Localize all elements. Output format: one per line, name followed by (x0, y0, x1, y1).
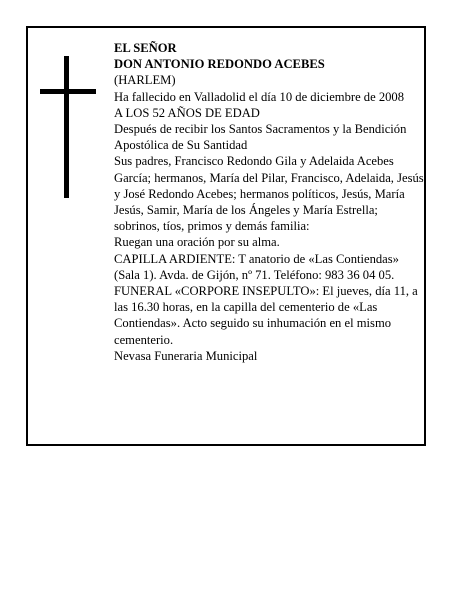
age-statement: A LOS 52 AÑOS DE EDAD (114, 105, 260, 120)
nickname: (HARLEM) (114, 73, 176, 88)
funeral-home: Nevasa Funeraria Municipal (114, 348, 258, 363)
cross-icon (40, 56, 96, 198)
funeral-info: FUNERAL «CORPORE INSEPULTO»: El jueves, día 11, a las 16.30 horas, en la capilla del cementerio de «Las Contiendas». Acto seguido su inhumación en el mismo cementerio. (114, 284, 418, 347)
cross-horizontal-bar (40, 89, 96, 94)
family-list: Sus padres, Francisco Redondo Gila y Adelaida Acebes García; hermanos, María del Pilar, Francisco, Adelaida, Jesús y José Redondo Acebes; hermanos políticos, Jesús, María Jesús, Samir, María de los Ángeles y María Estrella; sobrinos, tíos, primos y demás familia: (114, 154, 424, 234)
death-statement: Ha fallecido en Valladolid el día 10 de diciembre de 2008 (114, 89, 405, 104)
obituary-notice (26, 26, 426, 446)
sacraments-statement: Después de recibir los Santos Sacramentos y la Bendición Apostólica de Su Santidad (114, 122, 407, 153)
deceased-name: DON ANTONIO REDONDO ACEBES (114, 57, 325, 72)
cross-vertical-bar (64, 56, 69, 198)
title-line-1: EL SEÑOR (114, 41, 177, 55)
chapel-info: CAPILLA ARDIENTE: T anatorio de «Las Contiendas» (Sala 1). Avda. de Gijón, nº 71. Teléfono: 983 36 04 05. (114, 251, 399, 282)
notice-text (114, 40, 424, 364)
prayer-request: Ruegan una oración por su alma. (114, 235, 280, 250)
